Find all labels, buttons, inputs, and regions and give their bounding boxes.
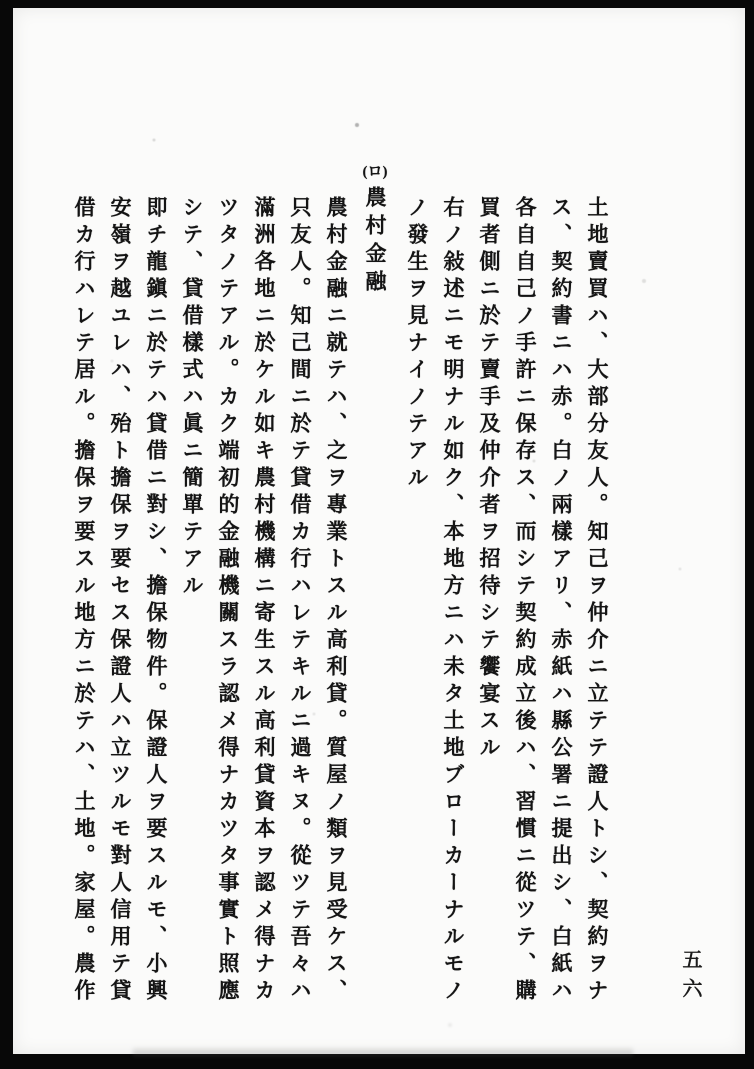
page-number: 五六: [679, 949, 701, 1007]
vertical-text-block: [66, 164, 615, 1014]
scan-noise: [13, 8, 15, 10]
paragraph-land-sale: 土地賣買ハ、大部分友人。知己ヲ仲介ニ立テテ證人トシ、契約ヲナス、契約書ニハ赤。白ノ兩樣アリ、赤紙ハ縣公署ニ提出シ、白紙ハ各自自己ノ手許ニ保存ス、而シテ契約成立後ハ、習慣ニ從ツテ、購買者側ニ於テ賣手及仲介者ヲ招待シテ饗宴スル: [477, 196, 609, 1006]
section-marker: (ロ): [362, 164, 388, 180]
section-heading: [357, 165, 393, 1014]
paper-area: [13, 8, 745, 1054]
paragraph-no-broker: 右ノ敍述ニモ明ナル如ク、本地方ニハ未タ土地ブローカーナルモノノ發生ヲ見ナイノテアル: [405, 196, 465, 1006]
paragraph-rural-finance: 農村金融ニ就テハ、之ヲ專業トスル高利貸。質屋ノ類ヲ見受ケス、只友人。知己間ニ於テ貸借カ行ハレテキルニ過キヌ。從ツテ吾々ハ滿洲各地ニ於ケル如キ農村機構ニ寄生スル高利貸資本ヲ認メ得ナカツタノテアル。カク端初的金融機關スラ認メ得ナカツタ事實ト照應シテ、貸借樣式ハ眞ニ簡單テアル: [180, 196, 348, 1006]
paragraph-collateral: 即チ龍鎭ニ於テハ貸借ニ對シ、擔保物件。保證人ヲ要スルモ、小興安嶺ヲ越ユレハ、殆ト擔保ヲ要セス保證人ハ立ツルモ對人信用テ貸借カ行ハレテ居ル。擔保ヲ要スル地方ニ於テハ、土地。家屋。農作: [72, 196, 168, 1006]
section-title: 農村金融: [363, 186, 387, 298]
scan-smudge: [133, 1048, 633, 1056]
